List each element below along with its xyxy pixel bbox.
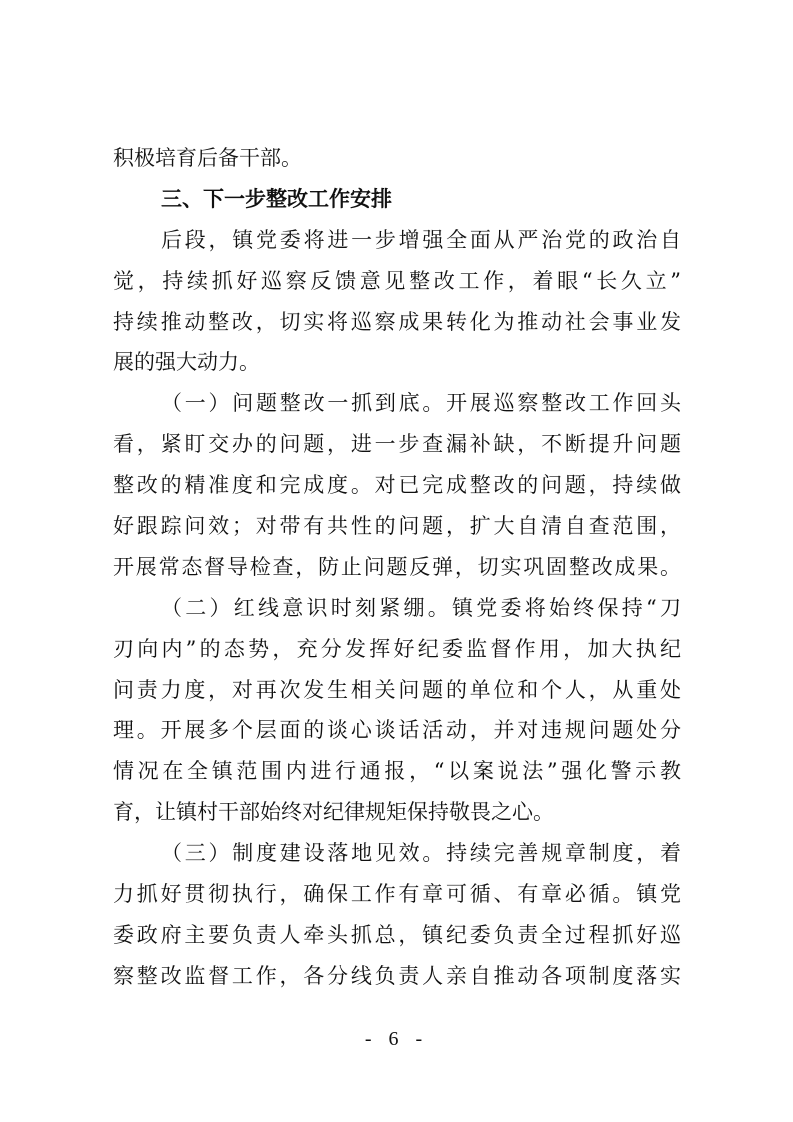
page-number: - 6 - <box>364 1028 429 1050</box>
paragraph-line: 持续推动整改，切实将巡察成果转化为推动社会事业发 <box>113 309 681 334</box>
section-heading: 三、下一步整改工作安排 <box>161 186 392 211</box>
paragraph-line: （二）红线意识时刻紧绷。镇党委将始终保持“刀 <box>161 595 681 620</box>
paragraph-line: 看，紧盯交办的问题，进一步查漏补缺，不断提升问题 <box>113 432 681 457</box>
paragraph-line: 育，让镇村干部始终对纪律规矩保持敬畏之心。 <box>113 800 554 825</box>
paragraph-line: 刃向内”的态势，充分发挥好纪委监督作用，加大执纪 <box>113 636 681 661</box>
paragraph-line: 整改的精准度和完成度。对已完成整改的问题，持续做 <box>113 473 681 498</box>
paragraph-line: 觉，持续抓好巡察反馈意见整改工作，着眼“长久立” <box>113 268 681 293</box>
paragraph-line: 情况在全镇范围内进行通报，“以案说法”强化警示教 <box>113 759 681 784</box>
paragraph-line: 委政府主要负责人牵头抓总，镇纪委负责全过程抓好巡 <box>113 922 681 947</box>
paragraph-line: 好跟踪问效；对带有共性的问题，扩大自清自查范围， <box>113 514 681 539</box>
paragraph-line: （一）问题整改一抓到底。开展巡察整改工作回头 <box>161 391 681 416</box>
paragraph-line: 理。开展多个层面的谈心谈话活动，并对违规问题处分 <box>113 718 681 743</box>
paragraph-line: 展的强大动力。 <box>113 350 260 375</box>
paragraph-line: 察整改监督工作，各分线负责人亲自推动各项制度落实 <box>113 963 681 988</box>
paragraph-line: 开展常态督导检查，防止问题反弹，切实巩固整改成果。 <box>113 554 681 579</box>
paragraph-line: 力抓好贯彻执行，确保工作有章可循、有章必循。镇党 <box>113 882 681 907</box>
document-body <box>113 138 681 997</box>
paragraph-line: 问责力度，对再次发生相关问题的单位和个人，从重处 <box>113 677 681 702</box>
paragraph-line: 积极培育后备干部。 <box>113 146 302 170</box>
paragraph-line: （三）制度建设落地见效。持续完善规章制度，着 <box>161 841 681 866</box>
paragraph-line: 后段，镇党委将进一步增强全面从严治党的政治自 <box>161 227 681 252</box>
